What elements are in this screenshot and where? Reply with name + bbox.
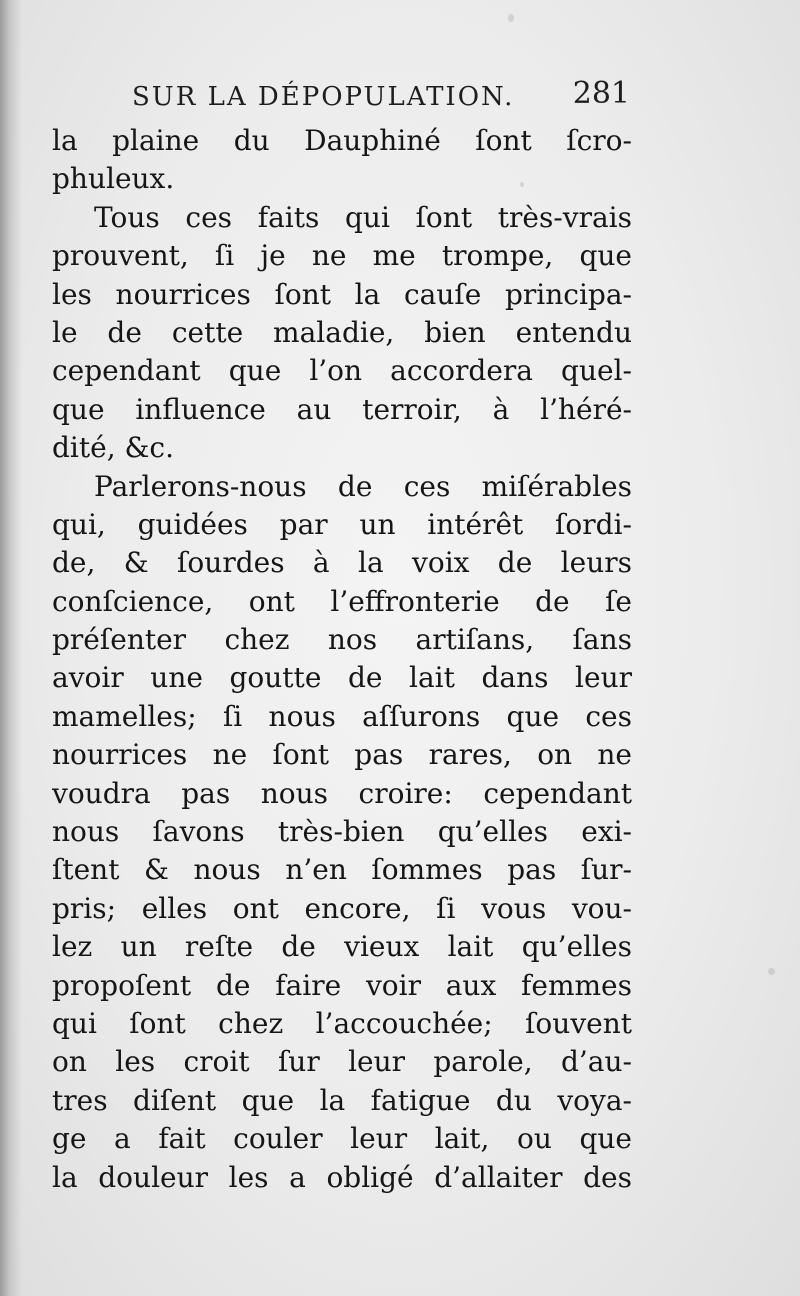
text-line: qui, guidées par un intérêt ſordi- bbox=[52, 507, 632, 541]
binding-shadow bbox=[0, 0, 22, 1296]
text-line: conſcience, ont l’effronterie de ſe bbox=[52, 584, 632, 618]
text-line: phuleux. bbox=[52, 162, 175, 196]
text-line: préſenter chez nos artiſans, ſans bbox=[52, 623, 632, 657]
text-line: qui ſont chez l’accouchée; ſouvent bbox=[52, 1006, 632, 1040]
text-line: que influence au terroir, à l’héré- bbox=[52, 392, 632, 426]
text-line: de, & ſourdes à la voix de leurs bbox=[52, 546, 632, 580]
text-line: cependant que l’on accordera quel- bbox=[52, 354, 632, 388]
text-line: nourrices ne ſont pas rares, on ne bbox=[52, 738, 632, 772]
text-line: le de cette maladie, bien entendu bbox=[52, 315, 632, 349]
text-line: mamelles; ſi nous aſſurons que ces bbox=[52, 699, 632, 733]
text-line: propoſent de faire voir aux femmes bbox=[52, 968, 632, 1002]
text-line: la douleur les a obligé d’allaiter des bbox=[52, 1160, 632, 1194]
text-line: la plaine du Dauphiné ſont ſcro- bbox=[52, 124, 632, 157]
ink-speck bbox=[768, 968, 775, 975]
text-line: on les croit ſur leur parole, d’au- bbox=[52, 1045, 632, 1079]
text-line: les nourrices ſont la cauſe principa- bbox=[52, 277, 632, 311]
text-line: avoir une goutte de lait dans leur bbox=[52, 661, 632, 695]
text-line: voudra pas nous croire: cependant bbox=[52, 776, 632, 810]
running-head bbox=[132, 76, 630, 120]
text-line: lez un reſte de vieux lait qu’elles bbox=[52, 930, 632, 964]
text-line: tres diſent que la fatigue du voya- bbox=[52, 1083, 632, 1117]
page-number: 281 bbox=[572, 76, 630, 111]
text-line: Tous ces faits qui ſont très-vrais bbox=[94, 200, 632, 234]
running-title: SUR LA DÉPOPULATION. bbox=[132, 82, 515, 112]
text-line: prouvent, ſi je ne me trompe, que bbox=[52, 239, 632, 273]
ink-speck bbox=[508, 14, 514, 22]
text-line: ſtent & nous n’en ſommes pas ſur- bbox=[52, 853, 632, 887]
text-line: nous ſavons très-bien qu’elles exi- bbox=[52, 815, 632, 849]
text-line: ge a fait couler leur lait, ou que bbox=[52, 1122, 632, 1156]
text-line: Parlerons-nous de ces miſérables bbox=[94, 469, 632, 503]
text-line: pris; elles ont encore, ſi vous vou- bbox=[52, 891, 632, 925]
body-text bbox=[52, 122, 632, 1197]
text-line: dité, &c. bbox=[52, 431, 175, 465]
